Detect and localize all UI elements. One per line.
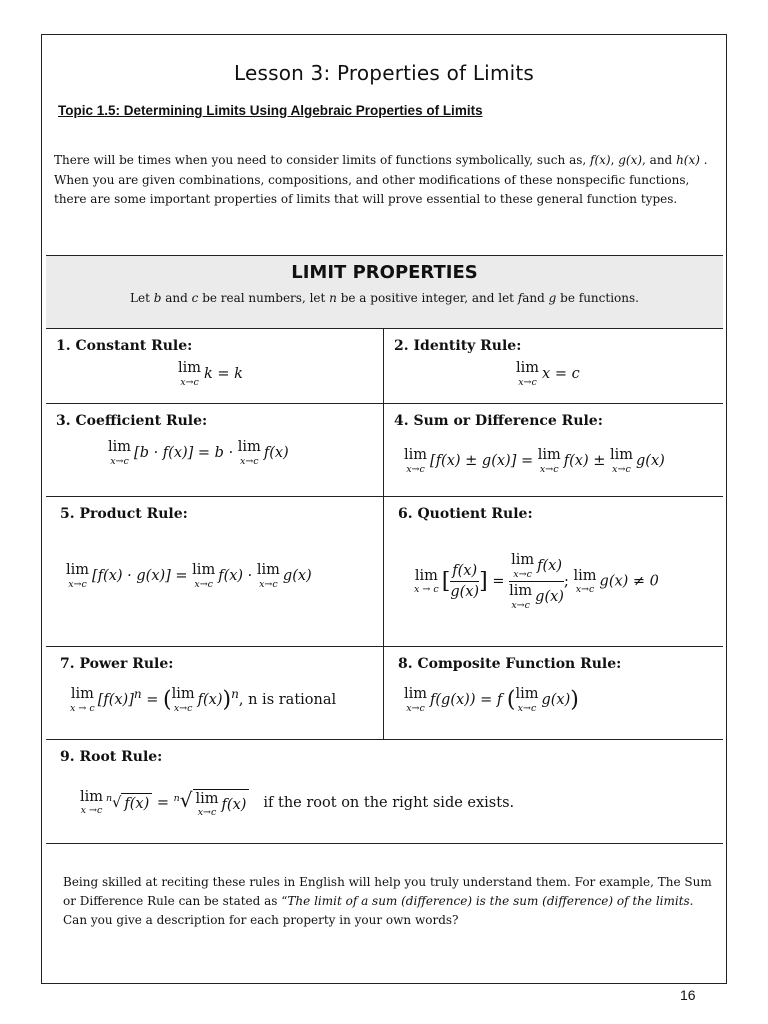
rules-row-2	[46, 404, 723, 497]
rules-row-5	[46, 740, 723, 844]
identity-rule-formula	[516, 361, 580, 387]
composite-lhs: f(g(x)) = f	[430, 692, 507, 708]
lim-operator: lim x→c	[256, 562, 280, 590]
sub-var-c: c	[191, 291, 199, 305]
product-rule-title: 5. Product Rule:	[60, 506, 188, 522]
lim-operator: lim x→c	[516, 360, 540, 388]
sub-text: be functions.	[556, 291, 639, 305]
sub-text: be real numbers, let	[198, 291, 330, 305]
coefficient-rule-formula	[108, 440, 289, 466]
power-rule-cell	[46, 647, 384, 739]
left-paren: (	[163, 687, 172, 713]
topic-title: Topic 1.5: Determining Limits Using Algebraic Properties of Limits	[58, 103, 483, 118]
intro-g: g(x)	[618, 153, 643, 167]
product-rule-formula	[66, 563, 312, 589]
rules-row-3	[46, 497, 723, 647]
limit-properties-header	[46, 255, 723, 329]
sum-difference-rule-title: 4. Sum or Difference Rule:	[394, 413, 603, 429]
intro-and: , and	[642, 153, 677, 167]
root-equals: =	[152, 794, 174, 811]
root-tail: if the root on the right side exists.	[263, 794, 515, 811]
quotient-limit-fraction: lim x→c f(x) lim x→c g(x)	[509, 552, 564, 611]
sum-difference-rule-formula	[404, 448, 665, 474]
quotient-rule-cell	[384, 497, 723, 646]
root-right: $^n$√ lim x→c f(x)	[174, 788, 250, 818]
root-left: $^n$√ f(x)	[106, 793, 152, 812]
lim-operator: lim x→c	[178, 360, 202, 388]
power-equals: =	[141, 692, 164, 708]
quotient-condition: g(x) ≠ 0	[599, 573, 659, 590]
closing-paragraph	[63, 873, 713, 930]
composite-rule-cell	[384, 647, 723, 739]
root-rule-title: 9. Root Rule:	[60, 749, 163, 765]
left-bracket: [	[441, 569, 451, 594]
sub-var-g: g	[548, 291, 557, 305]
quotient-cond-prefix: ;	[564, 573, 574, 590]
constant-rule-cell	[46, 329, 384, 403]
sub-text: Let	[130, 291, 154, 305]
intro-f: f(x)	[590, 153, 611, 167]
lim-operator: lim x→c	[192, 562, 216, 590]
right-paren: )	[222, 687, 232, 713]
page-frame	[41, 34, 727, 984]
product-rule-cell	[46, 497, 384, 646]
product-lhs: [f(x) · g(x)] =	[92, 568, 193, 584]
intro-paragraph	[54, 151, 714, 210]
product-mid: f(x) ·	[218, 568, 257, 584]
closing-text-1: Being skilled at reciting these rules in English will help you truly understand them. For example, The Sum or Difference Rule can be stated as “	[63, 875, 712, 908]
lim-operator: lim x →c	[80, 788, 104, 817]
identity-rule-cell	[384, 329, 723, 403]
sub-var-f: f	[517, 291, 523, 305]
right-bracket: ]	[479, 569, 488, 594]
coefficient-rule-title: 3. Coefficient Rule:	[56, 413, 208, 429]
right-paren: )	[570, 687, 579, 713]
lim-operator: lim x→c	[537, 447, 561, 475]
lim-operator: lim x→c	[108, 439, 132, 467]
lim-operator: lim x→c	[404, 447, 428, 475]
intro-text-2: . When you are given combinations, compositions, and other modifications of these nonspecific functions, there are some important properties of limits that will prove essential to these general function types.	[54, 153, 708, 206]
lim-operator: lim x → c	[414, 567, 439, 595]
left-paren: (	[506, 687, 516, 713]
lim-operator: lim x→c	[515, 686, 539, 714]
constant-rule-formula	[178, 361, 243, 387]
sum-difference-rule-cell	[384, 404, 723, 496]
limit-properties-title: LIMIT PROPERTIES	[291, 262, 478, 283]
quotient-rule-formula	[414, 553, 659, 610]
lim-operator: lim x→c	[573, 567, 597, 595]
rules-row-4	[46, 647, 723, 740]
constant-rule-expr: k = k	[204, 366, 243, 382]
power-inner: f(x)	[197, 692, 223, 708]
page-number: 16	[680, 987, 696, 1003]
composite-inner: g(x)	[541, 692, 571, 708]
sub-var-b: b	[153, 291, 162, 305]
power-exponent: n	[133, 687, 142, 702]
root-rule-cell	[46, 740, 723, 843]
lim-operator: lim x→c	[171, 686, 195, 714]
equals-sign: =	[487, 573, 510, 590]
quotient-inner-fraction: $\frac{f(x)}{g(x)}$	[450, 563, 480, 600]
root-rule-formula	[80, 788, 514, 818]
power-lhs: [f(x)]	[97, 692, 134, 708]
sum-rhs: g(x)	[636, 453, 665, 469]
composite-rule-title: 8. Composite Function Rule:	[398, 656, 622, 672]
coefficient-rule-cell	[46, 404, 384, 496]
sub-text: and	[161, 291, 192, 305]
lim-operator: lim x→c	[237, 439, 261, 467]
intro-text-1: There will be times when you need to consider limits of functions symbolically, such as,	[54, 153, 591, 167]
power-tail: , n is rational	[238, 692, 337, 708]
closing-italic-quote: The limit of a sum (difference) is the sum (difference) of the limits.	[287, 894, 694, 908]
lim-operator: lim x→c	[404, 686, 428, 714]
power-rule-title: 7. Power Rule:	[60, 656, 174, 672]
intro-sep: ,	[610, 153, 619, 167]
sub-var-n: n	[329, 291, 337, 305]
power-rule-formula	[70, 687, 336, 713]
quotient-rule-title: 6. Quotient Rule:	[398, 506, 533, 522]
lesson-title: Lesson 3: Properties of Limits	[233, 61, 535, 85]
constant-rule-title: 1. Constant Rule:	[56, 338, 193, 354]
coefficient-rhs: f(x)	[263, 445, 289, 461]
composite-rule-formula	[404, 687, 579, 713]
lim-operator: lim x→c	[66, 562, 90, 590]
sub-text: be a positive integer, and let	[336, 291, 518, 305]
lim-operator: lim x→c	[609, 447, 634, 475]
power-exponent-outer: n	[231, 687, 239, 702]
product-rhs: g(x)	[282, 568, 312, 584]
identity-rule-title: 2. Identity Rule:	[394, 338, 522, 354]
sub-text: and	[522, 291, 549, 305]
rules-row-1	[46, 329, 723, 404]
sum-mid: f(x) ±	[563, 453, 610, 469]
sum-lhs: [f(x) ± g(x)] =	[430, 453, 538, 469]
coefficient-lhs: [b · f(x)] = b ·	[134, 445, 238, 461]
intro-h: h(x)	[676, 153, 700, 167]
lim-operator: lim x → c	[70, 686, 95, 714]
identity-rule-expr: x = c	[542, 366, 580, 382]
closing-text-2: Can you give a description for each property in your own words?	[63, 913, 459, 927]
limit-properties-subtitle	[46, 291, 723, 305]
